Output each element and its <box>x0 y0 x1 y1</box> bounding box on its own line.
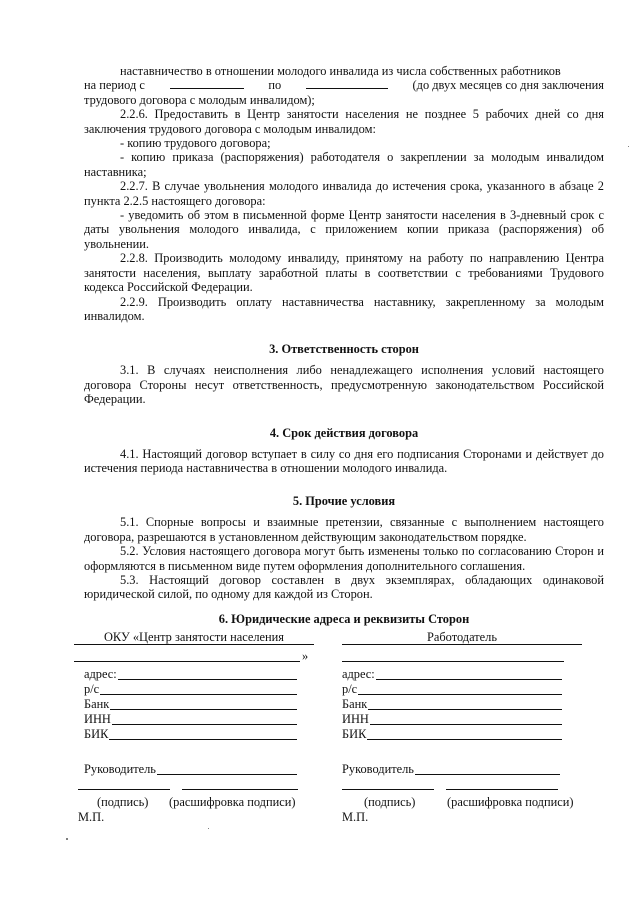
scan-speck <box>66 838 68 840</box>
scan-speck <box>208 828 209 829</box>
contract-body <box>84 64 604 602</box>
right-account-row[interactable] <box>342 682 582 697</box>
right-account-label: р/с <box>342 682 358 696</box>
right-inn-label: ИНН <box>342 712 369 726</box>
paragraph-2-2-6-a: - копию трудового договора; <box>120 136 271 151</box>
right-address-row[interactable] <box>342 667 582 682</box>
left-inn-label: ИНН <box>84 712 111 726</box>
left-stamp: М.П. <box>78 810 105 824</box>
period-from-blank[interactable] <box>170 78 244 89</box>
right-head-row[interactable] <box>342 762 582 777</box>
right-party-name: Работодатель <box>342 630 582 645</box>
left-signature-lines[interactable] <box>78 789 318 790</box>
paragraph-period <box>84 78 604 92</box>
left-bik-row[interactable] <box>84 727 324 742</box>
paragraph-3-1: 3.1. В случаях неисполнения либо ненадлежащего исполнения условий настоящего договора Стороны несут ответственность, предусмотренную законодательством Российской Федерации. <box>84 363 604 407</box>
section-5-title: 5. Прочие условия <box>292 494 396 509</box>
right-inn-row[interactable] <box>342 712 582 727</box>
left-address-label: адрес: <box>84 667 117 681</box>
right-bank-label: Банк <box>342 697 368 711</box>
left-head-label: Руководитель <box>84 762 156 776</box>
paragraph-2-2-6-b: - копию приказа (распоряжения) работодателя о закреплении за молодым инвалидом наставника; <box>84 150 604 179</box>
paragraph-4-1: 4.1. Настоящий договор вступает в силу со дня его подписания Сторонами и действует до истечения периода наставничества в отношении молодого инвалида. <box>84 446 604 475</box>
section-3-title: 3. Ответственность сторон <box>269 342 419 357</box>
left-bank-row[interactable] <box>84 697 324 712</box>
left-quote-close: » <box>302 649 309 663</box>
right-bank-row[interactable] <box>342 697 582 712</box>
left-account-row[interactable] <box>84 682 324 697</box>
left-head-row[interactable] <box>84 762 324 777</box>
right-bik-row[interactable] <box>342 727 582 742</box>
period-to-blank[interactable] <box>306 78 388 89</box>
left-bik-label: БИК <box>84 727 109 741</box>
paragraph-mentorship: наставничество в отношении молодого инвалида из числа собственных работников <box>120 64 561 78</box>
section-6-title: 6. Юридические адреса и реквизиты Сторон <box>218 612 470 626</box>
right-party-block <box>342 630 582 777</box>
paragraph-5-3: 5.3. Настоящий договор составлен в двух экземплярах, обладающих одинаковой юридической силой, по одному для каждой из Сторон. <box>84 572 604 602</box>
paragraph-2-2-6: 2.2.6. Предоставить в Центр занятости населения не позднее 5 рабочих дней со дня заключения трудового договора с молодым инвалидом: <box>84 107 604 136</box>
right-head-label: Руководитель <box>342 762 414 776</box>
right-decode-caption: (расшифровка подписи) <box>447 795 574 809</box>
paragraph-period-end: трудового договора с молодым инвалидом); <box>84 92 315 107</box>
right-sign-caption: (подпись) <box>364 795 416 809</box>
period-to-label: по <box>268 78 282 93</box>
left-decode-caption: (расшифровка подписи) <box>169 795 296 809</box>
left-address-row[interactable] <box>84 667 324 682</box>
left-sign-caption: (подпись) <box>97 795 149 809</box>
left-party-name-line[interactable] <box>84 649 324 664</box>
right-bik-label: БИК <box>342 727 367 741</box>
left-inn-row[interactable] <box>84 712 324 727</box>
right-signature-lines[interactable] <box>342 789 582 790</box>
paragraph-5-1: 5.1. Спорные вопросы и взаимные претензии, связанные с выполнением настоящего договора, разрешаются в установленном действующим законодательством порядке. <box>84 515 604 544</box>
scan-speck <box>628 146 629 147</box>
paragraph-2-2-9: 2.2.9. Производить оплату наставничества наставнику, закрепленному за молодым инвалидом. <box>84 294 604 323</box>
period-note: (до двух месяцев со дня заключения <box>412 78 604 93</box>
right-address-label: адрес: <box>342 667 375 681</box>
left-bank-label: Банк <box>84 697 110 711</box>
right-stamp: М.П. <box>342 810 369 824</box>
right-party-name-line[interactable] <box>342 649 582 664</box>
paragraph-2-2-7: 2.2.7. В случае увольнения молодого инвалида до истечения срока, указанного в абзаце 2 пункта 2.2.5 настоящего договора: <box>84 179 604 208</box>
paragraph-2-2-7-a: - уведомить об этом в письменной форме Центр занятости населения в 3-дневный срок с даты увольнения молодого инвалида, с приложением копии приказа (распоряжения) об увольнении. <box>84 208 604 251</box>
section-4-title: 4. Срок действия договора <box>269 425 419 440</box>
paragraph-5-2: 5.2. Условия настоящего договора могут быть изменены только по согласованию Сторон и оформляются в письменном виде путем оформления дополнительного соглашения. <box>84 544 604 573</box>
left-party-block <box>84 630 324 777</box>
period-from-label: на период с <box>84 78 145 93</box>
left-party-name: ОКУ «Центр занятости населения <box>74 630 314 645</box>
left-account-label: р/с <box>84 682 100 696</box>
paragraph-2-2-8: 2.2.8. Производить молодому инвалиду, принятому на работу по направлению Центра занятости населения, выплату заработной платы в соответствии с требованиями Трудового кодекса Российской Федерации. <box>84 251 604 295</box>
